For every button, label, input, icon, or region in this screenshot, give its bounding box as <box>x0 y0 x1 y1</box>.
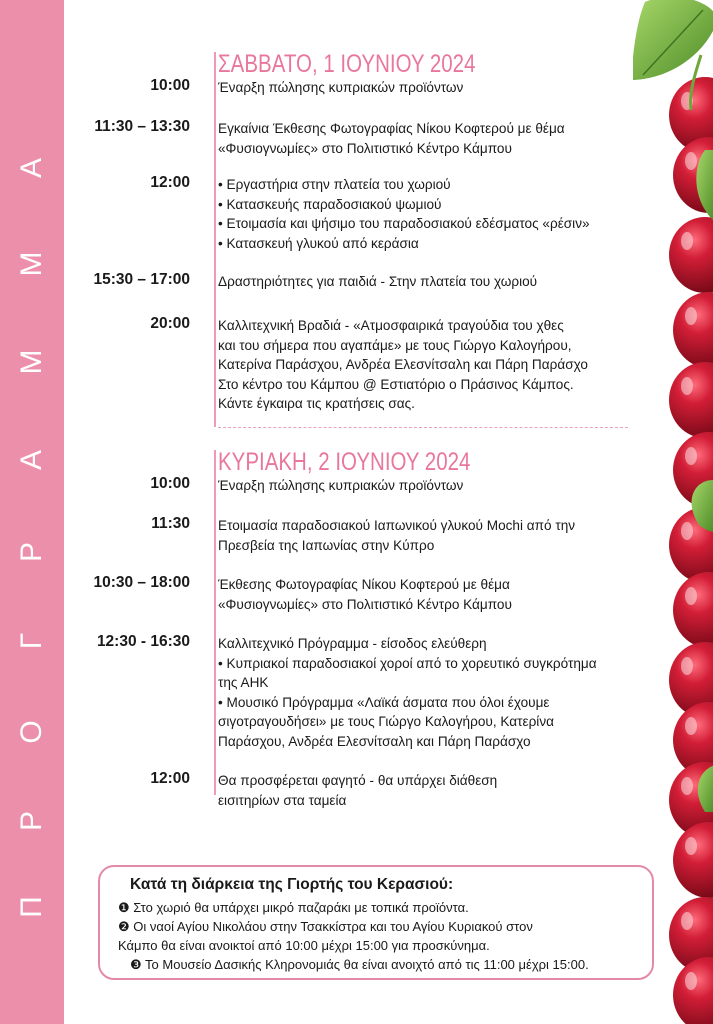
sunday-accent-bar <box>214 450 216 795</box>
event-time: 11:30 <box>151 515 190 532</box>
side-title-letter: Α <box>15 450 48 471</box>
cherry-highlight <box>681 657 693 675</box>
event-time: 12:00 <box>150 770 190 787</box>
saturday-accent-bar <box>214 52 216 427</box>
note-line: Κάμπο θα είναι ανοικτοί από 10:00 μέχρι 15:00 για προσκύνημα. <box>118 938 490 953</box>
event-time: 12:30 - 16:30 <box>96 633 190 650</box>
side-title-letter: Ο <box>15 720 48 744</box>
cherry-icon <box>673 957 713 1024</box>
event-time: 20:00 <box>150 315 190 332</box>
event-line: Ετοιμασία παραδοσιακού Ιαπωνικού γλυκού Mochi από την <box>218 518 576 533</box>
event-description <box>218 119 638 158</box>
event-description <box>218 272 638 292</box>
event-line: • Μουσικό Πρόγραμμα «Λαϊκά άσματα που όλοι έχουμε <box>218 694 550 710</box>
side-title-letter: Γ <box>15 632 48 650</box>
event-line: Καλλιτεχνικό Πρόγραμμα - είσοδος ελεύθερη <box>218 636 487 651</box>
event-line: «Φυσιογνωμίες» στο Πολιτιστικό Κέντρο Κάμπου <box>218 596 512 612</box>
side-title-letter: Π <box>15 896 48 918</box>
event-description <box>218 476 638 496</box>
cherry-highlight <box>681 377 693 395</box>
cherry-icon <box>673 292 713 368</box>
cherry-icon <box>673 822 713 898</box>
event-line: «Φυσιογνωμίες» στο Πολιτιστικό Κέντρο Κάμπου <box>218 140 512 156</box>
event-line: και του σήμερα που αγαπάμε» με τους Γιώργο Καλογήρου, <box>218 337 572 353</box>
event-time: 10:00 <box>150 77 190 94</box>
side-title-letter: Α <box>15 158 48 179</box>
event-time: 12:00 <box>150 174 190 191</box>
event-line: εισιτηρίων στα ταμεία <box>218 792 347 808</box>
event-time: 11:30 – 13:30 <box>94 118 190 135</box>
event-line: Εγκαίνια Έκθεσης Φωτογραφίας Νίκου Κοφτερού με θέμα <box>218 121 565 136</box>
side-title-letter: Μ <box>15 349 48 375</box>
event-line: Δραστηριότητες για παιδιά - Στην πλατεία του χωριού <box>218 274 538 289</box>
event-time: 10:30 – 18:00 <box>93 574 190 591</box>
event-description <box>218 634 638 751</box>
cherry-highlight <box>685 587 697 605</box>
event-line: Καλλιτεχνική Βραδιά - «Ατμοσφαιρικά τραγούδια του χθες <box>218 318 564 333</box>
cherry-icon <box>669 217 713 293</box>
cherry-highlight <box>681 912 693 930</box>
event-line: Κατερίνα Παράσχου, Ανδρέα Ελεσνίτσαλη και Πάρη Παράσχο <box>218 357 588 372</box>
event-description <box>218 316 638 414</box>
side-title-letter: Ρ <box>15 542 48 563</box>
event-line: • Κατασκευή γλυκού από κεράσια <box>218 235 419 251</box>
cherry-highlight <box>685 837 697 855</box>
cherry-highlight <box>685 307 697 325</box>
event-description <box>218 575 638 614</box>
event-time: 15:30 – 17:00 <box>93 271 190 288</box>
cherry-highlight <box>685 717 697 735</box>
event-line: της ΑΗΚ <box>218 675 269 690</box>
sunday-title: ΚΥΡΙΑΚΗ, 2 ΙΟΥΝΙΟΥ 2024 <box>218 448 471 476</box>
cherry-icon <box>673 572 713 648</box>
cherry-highlight <box>685 972 697 990</box>
event-line: Στο κέντρο του Κάμπου @ Εστιατόριο ο Πράσινος Κάμπος. <box>218 376 574 392</box>
side-title-letter: Ρ <box>15 811 48 832</box>
cherry-highlight <box>685 152 697 170</box>
event-line: Θα προσφέρεται φαγητό - θα υπάρχει διάθεση <box>218 773 498 788</box>
event-line: Έναρξη πώλησης κυπριακών προϊόντων <box>218 478 464 493</box>
event-time: 10:00 <box>150 475 190 492</box>
event-line: Πρεσβεία της Ιαπωνίας στην Κύπρο <box>218 537 435 553</box>
cherry-highlight <box>685 447 697 465</box>
divider <box>218 427 628 428</box>
saturday-title: ΣΑΒΒΑΤΟ, 1 ΙΟΥΝΙΟΥ 2024 <box>218 50 476 78</box>
cherry-highlight <box>681 777 693 795</box>
cherry-icon <box>669 362 713 438</box>
event-description <box>218 175 638 253</box>
event-line: Παράσχου, Ανδρέα Ελεσνίτσαλη και Πάρη Παράσχο <box>218 733 531 749</box>
event-line: σιγοτραγουδήσει» με τους Γιώργο Καλογήρου, Κατερίνα <box>218 714 554 729</box>
note-line: ❸ Το Μουσείο Δασικής Κληρονομιάς θα είναι ανοιχτό από τις 11:00 μέχρι 15:00. <box>130 957 589 972</box>
cherry-highlight <box>681 522 693 540</box>
note-line: ❶ Στο χωριό θα υπάρχει μικρό παζαράκι με τοπικά προϊόντα. <box>118 900 469 915</box>
event-description <box>218 771 638 810</box>
event-line: Κάντε έγκαιρα τις κρατήσεις σας. <box>218 396 415 411</box>
side-title-letter: Μ <box>15 251 48 277</box>
event-line: • Ετοιμασία και ψήσιμο του παραδοσιακού εδέσματος «ρέσιν» <box>218 216 590 231</box>
event-line: • Κυπριακοί παραδοσιακοί χοροί από το χορευτικό συγκρότημα <box>218 655 597 671</box>
event-line: • Κατασκευής παραδοσιακού ψωμιού <box>218 196 442 212</box>
event-line: • Εργαστήρια στην πλατεία του χωριού <box>218 177 451 192</box>
cherry-highlight <box>681 232 693 250</box>
event-description <box>218 516 638 555</box>
notes-title: Κατά τη διάρκεια της Γιορτής του Κερασιού: <box>130 876 454 893</box>
event-description <box>218 78 638 98</box>
event-line: Έκθεσης Φωτογραφίας Νίκου Κοφτερού με θέμα <box>218 577 510 592</box>
event-line: Έναρξη πώλησης κυπριακών προϊόντων <box>218 80 464 95</box>
note-line: ❷ Οι ναοί Αγίου Νικολάου στην Τσακκίστρα και του Αγίου Κυριακού στον <box>118 919 533 934</box>
notes-box <box>98 865 654 980</box>
